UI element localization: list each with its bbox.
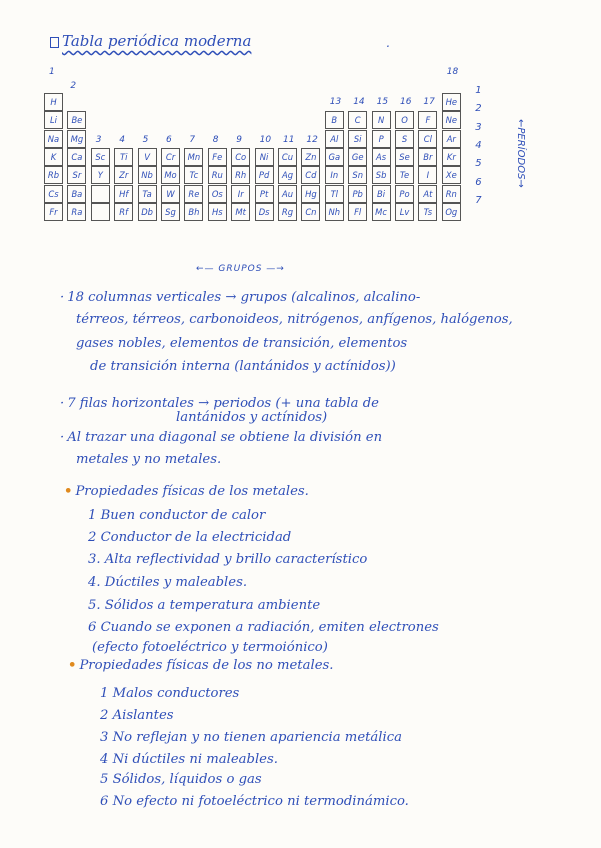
element-cell: Fl	[348, 203, 367, 221]
note-line	[100, 772, 262, 787]
element-cell: Ne	[442, 111, 461, 129]
element-cell: Rn	[442, 185, 461, 203]
element-cell: Zr	[114, 166, 133, 184]
note-text: 6 Cuando se exponen a radiación, emiten electrones	[88, 620, 439, 635]
group-number: 17	[423, 97, 435, 108]
element-cell: I	[418, 166, 437, 184]
element-cell: Pd	[255, 166, 274, 184]
note-text: (efecto fotoeléctrico y termoiónico)	[92, 640, 328, 655]
group-number: 12	[306, 134, 318, 145]
element-cell: Cu	[278, 148, 297, 166]
group-number: 13	[329, 97, 342, 108]
element-cell: Ts	[418, 203, 437, 221]
element-cell: Al	[325, 130, 344, 148]
element-cell: Og	[442, 203, 461, 221]
element-cell: O	[395, 111, 414, 129]
title-text: Tabla periódica moderna	[62, 32, 252, 50]
element-cell: Mo	[161, 166, 180, 184]
element-cell: Li	[44, 111, 63, 129]
note-text: 4. Dúctiles y maleables.	[88, 575, 248, 590]
element-cell: Cd	[301, 166, 320, 184]
element-cell: Mg	[67, 130, 86, 148]
element-cell: Y	[91, 166, 110, 184]
element-cell: Db	[138, 203, 157, 221]
note-line	[64, 484, 309, 499]
element-cell: Kr	[442, 148, 461, 166]
group-number: 7	[189, 134, 196, 145]
period-number: 5	[475, 158, 482, 170]
bullet-marker: ·	[60, 430, 65, 445]
note-text: 3. Alta reflectividad y brillo característico	[88, 552, 368, 567]
element-cell: Si	[348, 130, 367, 148]
note-text: metales y no metales.	[76, 452, 222, 467]
element-cell: B	[325, 111, 344, 129]
group-number: 6	[166, 134, 172, 145]
note-line	[92, 640, 328, 655]
note-text: 3 No reflejan y no tienen apariencia metálica	[100, 730, 402, 745]
note-text: 2 Conductor de la electricidad	[88, 530, 292, 545]
element-cell: Sn	[348, 166, 367, 184]
element-cell: Fe	[208, 148, 227, 166]
element-cell: Co	[231, 148, 250, 166]
element-cell: In	[325, 166, 344, 184]
element-cell: C	[348, 111, 367, 129]
note-text: 2 Aislantes	[100, 708, 174, 723]
element-cell: Ge	[348, 148, 367, 166]
element-cell: Tl	[325, 185, 344, 203]
element-cell: Rf	[114, 203, 133, 221]
element-cell: V	[138, 148, 157, 166]
element-cell: Rg	[278, 203, 297, 221]
checkbox-icon	[50, 37, 59, 48]
group-number: 18	[446, 67, 459, 77]
note-text: Propiedades físicas de los no metales.	[79, 658, 334, 673]
element-cell: Mc	[372, 203, 391, 221]
element-cell: Cl	[418, 130, 437, 148]
element-cell: Sg	[161, 203, 180, 221]
element-cell: Na	[44, 130, 63, 148]
element-cell: Sc	[91, 148, 110, 166]
note-line	[88, 598, 320, 613]
element-cell: Ga	[325, 148, 344, 166]
note-text: de transición interna (lantánidos y actínidos))	[90, 359, 396, 374]
element-cell: Zn	[301, 148, 320, 166]
element-cell: Fr	[44, 203, 63, 221]
groups-axis-label: ←— GRUPOS —→	[196, 264, 285, 274]
element-cell: Mn	[184, 148, 203, 166]
group-number: 5	[142, 134, 149, 145]
element-cell: As	[372, 148, 391, 166]
element-cell: Ca	[67, 148, 86, 166]
element-cell: Xe	[442, 166, 461, 184]
element-cell	[91, 185, 110, 203]
note-text: 7 filas horizontales → periodos (+ una tabla de	[67, 396, 379, 411]
group-number: 2	[70, 81, 77, 91]
element-cell: Hg	[301, 185, 320, 203]
element-cell: Bh	[184, 203, 203, 221]
group-number: 3	[95, 134, 102, 145]
note-line	[60, 396, 379, 411]
element-cell: P	[372, 130, 391, 148]
element-cell: Se	[395, 148, 414, 166]
element-cell: Sr	[67, 166, 86, 184]
note-line	[88, 530, 291, 545]
element-cell: Hs	[208, 203, 227, 221]
element-cell: Mt	[231, 203, 250, 221]
element-cell: Cr	[161, 148, 180, 166]
note-line	[100, 752, 278, 767]
element-cell: Ni	[255, 148, 274, 166]
note-line	[68, 658, 333, 673]
note-text: 5 Sólidos, líquidos o gas	[100, 772, 262, 787]
element-cell: H	[44, 93, 63, 111]
group-number: 1	[49, 67, 55, 77]
period-number: 3	[475, 121, 482, 133]
element-cell: Tc	[184, 166, 203, 184]
note-line	[88, 508, 265, 523]
period-number: 2	[475, 103, 482, 115]
note-line	[100, 794, 409, 809]
note-line	[100, 730, 402, 745]
bullet-marker: ·	[60, 396, 65, 411]
period-number: 7	[475, 194, 482, 206]
note-line	[100, 708, 174, 723]
note-text: 1 Buen conductor de calor	[88, 508, 266, 523]
note-line	[90, 359, 396, 374]
group-number: 4	[119, 134, 125, 145]
element-cell: Bi	[372, 185, 391, 203]
group-number: 9	[236, 134, 242, 145]
element-cell: He	[442, 93, 461, 111]
note-text: Propiedades físicas de los metales.	[75, 484, 309, 499]
element-cell: W	[161, 185, 180, 203]
note-line	[176, 410, 327, 425]
note-line	[76, 336, 407, 351]
element-cell: K	[44, 148, 63, 166]
note-line	[100, 686, 239, 701]
element-cell: Pt	[255, 185, 274, 203]
note-line	[60, 430, 382, 445]
bullet-marker: •	[64, 484, 73, 499]
note-line	[76, 312, 513, 327]
period-number: 6	[475, 176, 482, 188]
bullet-marker: ·	[60, 290, 65, 305]
group-number: 14	[353, 97, 365, 108]
element-cell: S	[395, 130, 414, 148]
element-cell: Lv	[395, 203, 414, 221]
element-cell: Ir	[231, 185, 250, 203]
note-text: Al trazar una diagonal se obtiene la división en	[67, 430, 383, 445]
element-cell: Ti	[114, 148, 133, 166]
element-cell: Te	[395, 166, 414, 184]
element-cell: Be	[67, 111, 86, 129]
group-number: 16	[400, 97, 412, 108]
element-cell: Hf	[114, 185, 133, 203]
element-cell: Sb	[372, 166, 391, 184]
note-line	[76, 452, 221, 467]
element-cell: Re	[184, 185, 203, 203]
element-cell: N	[372, 111, 391, 129]
element-cell: Po	[395, 185, 414, 203]
element-cell: F	[418, 111, 437, 129]
group-number: 10	[259, 134, 272, 145]
element-cell: Nh	[325, 203, 344, 221]
element-cell: Cn	[301, 203, 320, 221]
element-cell: Os	[208, 185, 227, 203]
note-text: 18 columnas verticales → grupos (alcalinos, alcalino-	[67, 290, 421, 305]
note-line	[60, 290, 420, 305]
bullet-marker: •	[68, 658, 77, 673]
period-number: 1	[475, 85, 482, 96]
element-cell: Br	[418, 148, 437, 166]
note-text: 4 Ni dúctiles ni maleables.	[100, 752, 278, 767]
element-cell: Ru	[208, 166, 227, 184]
element-cell: Au	[278, 185, 297, 203]
element-cell: Ar	[442, 130, 461, 148]
group-number: 11	[283, 134, 295, 145]
note-text: 5. Sólidos a temperatura ambiente	[88, 598, 321, 613]
note-text: gases nobles, elementos de transición, elementos	[76, 336, 408, 351]
element-cell: Ta	[138, 185, 157, 203]
element-cell: Ag	[278, 166, 297, 184]
element-cell: Pb	[348, 185, 367, 203]
note-line	[88, 620, 439, 635]
note-text: térreos, térreos, carbonoideos, nitrógenos, anfígenos, halógenos,	[76, 312, 513, 327]
note-text: lantánidos y actínidos)	[176, 410, 328, 425]
element-cell: Ds	[255, 203, 274, 221]
element-cell: Ra	[67, 203, 86, 221]
page-title	[50, 32, 251, 50]
element-cell: At	[418, 185, 437, 203]
element-cell: Rb	[44, 166, 63, 184]
group-number: 15	[376, 97, 389, 108]
period-number: 4	[475, 139, 482, 151]
note-line	[88, 575, 247, 590]
element-cell: Rh	[231, 166, 250, 184]
note-text: 1 Malos conductores	[100, 686, 240, 701]
element-cell: Nb	[138, 166, 157, 184]
element-cell	[91, 203, 110, 221]
element-cell: Cs	[44, 185, 63, 203]
stray-dot: .	[386, 36, 390, 50]
note-text: 6 No efecto ni fotoeléctrico ni termodinámico.	[100, 794, 409, 809]
group-number: 8	[212, 134, 219, 145]
element-cell: Ba	[67, 185, 86, 203]
periods-axis-label: ←PERÍODOS→	[515, 118, 526, 188]
note-line	[88, 552, 367, 567]
